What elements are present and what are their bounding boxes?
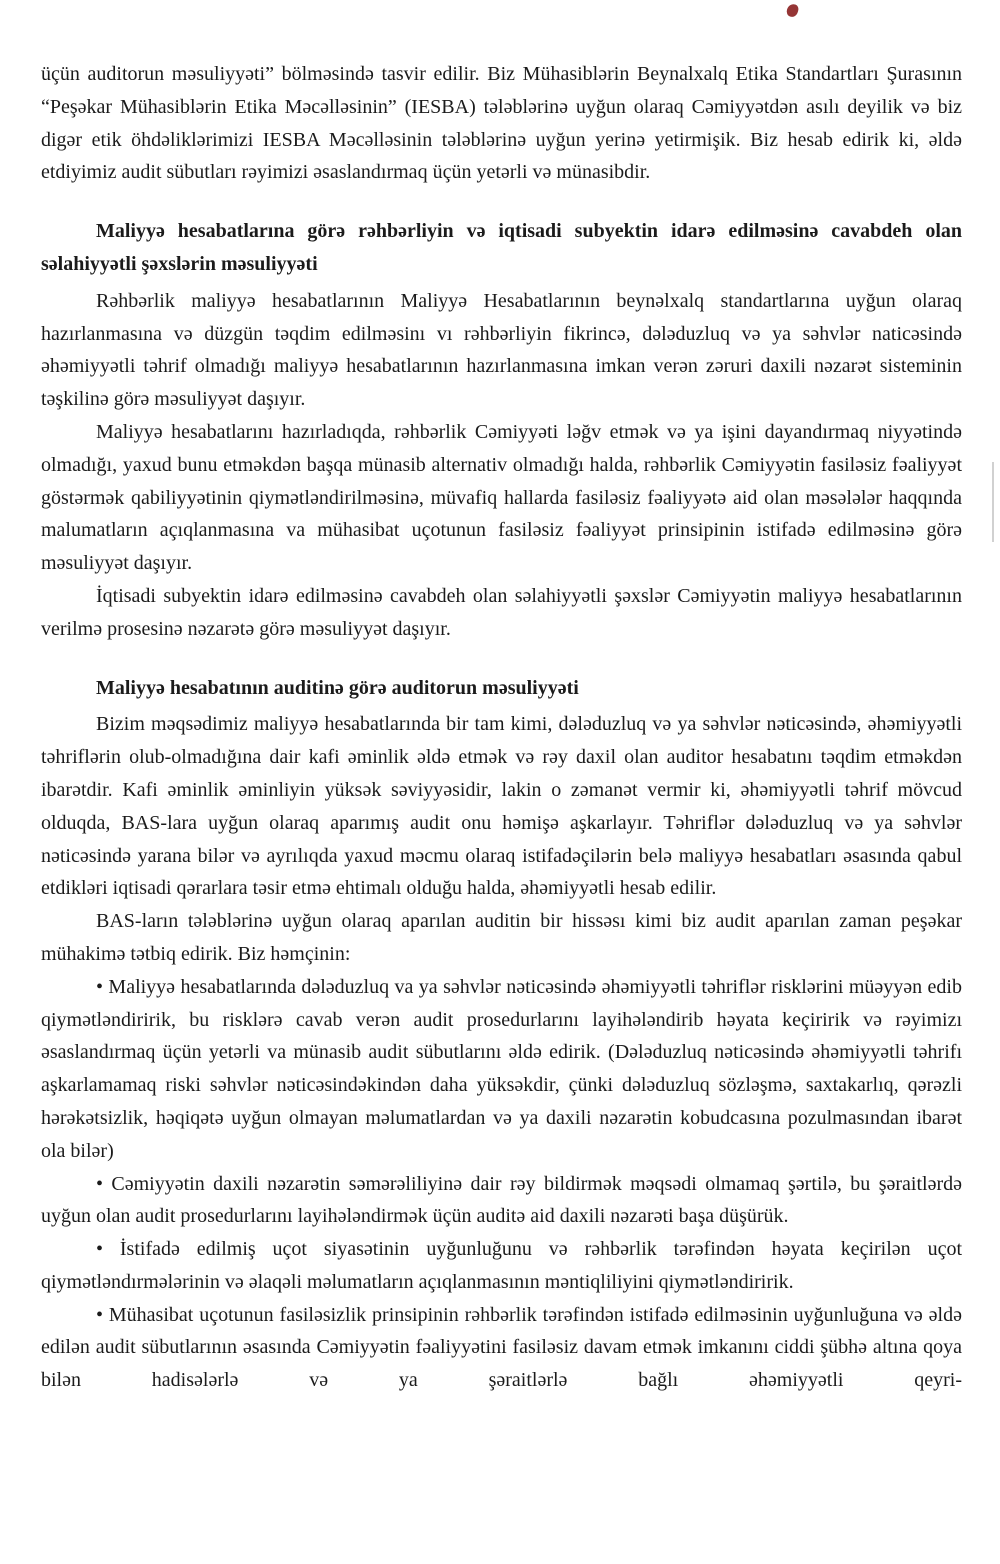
paragraph-continuation: üçün auditorun məsuliyyəti” bölməsində tasvir edilir. Biz Mühasiblərin Beynalxalq Etika Standartları Şurasının “Peşəkar Mühasiblərin Etika Məcəlləsinin” (IESBA) tələblərinə uyğun olaraq Cəmiyyətdən asılı deyilik və biz digər etik öhdəliklərimizi IESBA Məcəlləsinin tələblərinə uyğun yerinə yetirmişik. Biz hesab edirik ki, əldə etdiyimiz audit sübutları rəyimizi əsaslandırmaq üçün yetərli və münasibdir. bbox=[41, 63, 962, 184]
section-heading-management-responsibility: Maliyyə hesabatlarına görə rəhbərliyin və iqtisadi subyektin idarə edilməsinə cavabdeh olan səlahiyyətli şəxslərin məsuliyyəti bbox=[41, 220, 962, 275]
scan-artifact-line bbox=[992, 462, 994, 542]
bullet-item: • Cəmiyyətin daxili nəzarətin səmərəliliyinə dair rəy bildirmək məqsədi olmamaq şərtilə, bu şəraitlərdə uyğun olan audit prosedurlarını layihələndirmək üçün auditə aid daxili nəzarəti başa düşürük. bbox=[41, 1172, 962, 1228]
paragraph: İqtisadi subyektin idarə edilməsinə cavabdeh olan səlahiyyətli şəxslər Cəmiyyətin maliyyə hesabatlarının verilmə prosesinə nəzarətə görə məsuliyyət daşıyır. bbox=[41, 584, 962, 640]
section-heading-auditor-responsibility: Maliyyə hesabatının auditinə görə auditorun məsuliyyəti bbox=[96, 676, 579, 699]
bullet-item: • Mühasibat uçotunun fasiləsizlik prinsipinin rəhbərlik tərəfindən istifadə edilməsinin uyğunluğuna və əldə edilən audit sübutlarının əsasında Cəmiyyətin fəaliyyətini fasiləsiz davam etmək imkanını ciddi şübhə altına qoya bilən hadisələrlə və ya şəraitlərlə bağlı əhəmiyyətli qeyri- bbox=[41, 1303, 962, 1392]
paragraph: Rəhbərlik maliyyə hesabatlarının Maliyyə Hesabatlarının beynəlxalq standartlarına uyğun olaraq hazırlanmasına və düzgün təqdim edilməsinı vı rəhbərliyin fikrincə, dələduzluq və ya səhvlər naticəsində əhəmiyyətli təhrif olmadığı maliyyə hesabatlarının hazırlanmasına imkan verən zəruri daxili nəzarət sisteminin təşkilinə görə məsuliyyət daşıyır. bbox=[41, 289, 962, 411]
scan-artifact-mark bbox=[785, 3, 799, 19]
paragraph: Bizim məqsədimiz maliyyə hesabatlarında bir tam kimi, dələduzluq və ya səhvlər nəticəsində, əhəmiyyətli təhriflərin olub-olmadığına dair kafi əminlik əldə etmək və rəy daxil olan auditor hesabatını təqdim etməkdən ibarətdir. Kafi əminlik əminliyin yüksək səviyyəsidir, lakin o zəmanət vermir ki, əhəmiyyətli təhrif mövcud olduqda, BAS-lara uyğun olaraq aparımış audit onu həmişə aşkarlayır. Təhriflər dələduzluq və ya səhvlər nəticəsində yarana bilər və ayrılıqda yaxud məcmu olaraq istifadəçilərin belə maliyyə hesabatları əsasında qabul etdikləri iqtisadi qərarlara təsir etmə ehtimalı olduğu halda, əhəmiyyətli hesab edilir. bbox=[41, 713, 962, 900]
paragraph: Maliyyə hesabatlarını hazırladıqda, rəhbərlik Cəmiyyəti ləğv etmək və ya işini dayandırmaq niyyətində olmadığı, yaxud bunu etməkdən başqa münasib alternativ olmadığı halda, rəhbərlik Cəmiyyətin fasiləsiz fəaliyyət göstərmək qabiliyyətinin qiymətləndirilməsinə, müvafiq hallarda fasiləsiz fəaliyyətə aid olan məsələlər haqqında malumatların açıqlanmasına va mühasibat uçotunun fasiləsiz fəaliyyət prinsipinin istifadə edilməsinə görə məsuliyyət daşıyır. bbox=[41, 420, 962, 575]
bullet-item: • Maliyyə hesabatlarında dələduzluq va ya səhvlər nəticəsində əhəmiyyətli təhriflər risklərini müəyyən edib qiymətləndiririk, bu risklərə cavab verən audit prosedurlarını layihələndirib həyata keçiririk və rəyimizı əsaslandırmaq üçün yetərli va münasib audit sübutlarını əldə edirik. (Dələduzluq nəticəsində əhəmiyyətli təhrifı aşkarlamamaq riski səhvlər nəticəsindəkindən daha yüksəkdir, çünki dələduzluq sözləşmə, saxtakarlıq, qərəzli hərəkətsizlik, həqiqətə uyğun olmayan məlumatlardan və ya daxili nəzarətin kobudcasına pozulmasından ibarət ola bilər) bbox=[41, 975, 962, 1162]
paragraph: BAS-ların tələblərinə uyğun olaraq aparılan auditin bir hissəsı kimi biz audit aparılan zaman peşəkar mühakimə tətbiq edirik. Biz həmçinin: bbox=[41, 910, 962, 965]
bullet-item: • İstifadə edilmiş uçot siyasətinin uyğunluğunu və rəhbərlik tərəfindən həyata keçirilən uçot qiymətləndırmələrinin və əlaqəli məlumatların açıqlanmasının məntiqliliyini qiymətləndiririk. bbox=[41, 1238, 962, 1293]
